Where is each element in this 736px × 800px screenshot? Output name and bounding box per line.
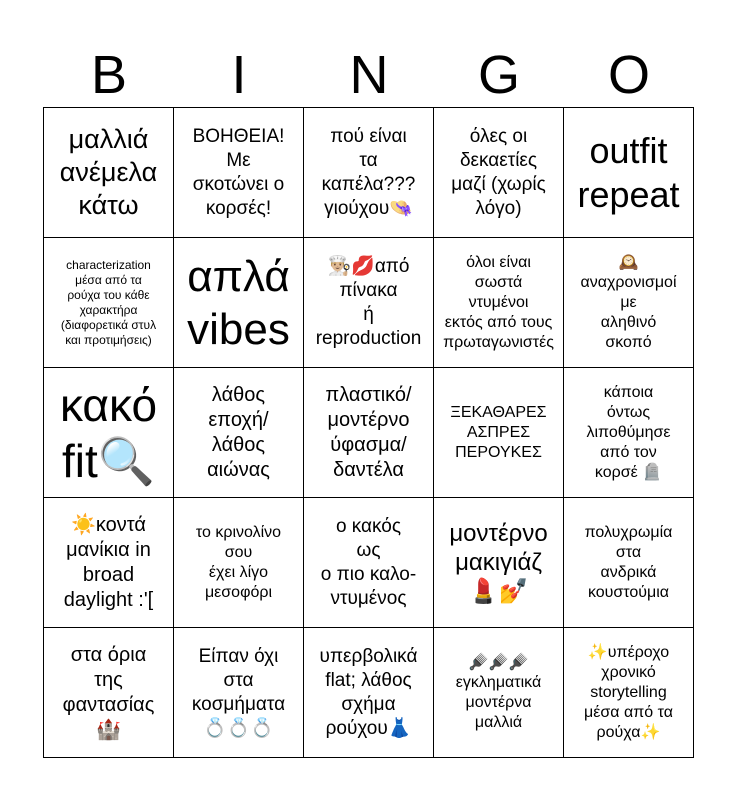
cell-text: ΞΕΚΑΘΑΡΕΣ ΑΣΠΡΕΣ ΠΕΡΟΥΚΕΣ: [450, 403, 547, 461]
header-letter-i: I: [231, 45, 247, 105]
cell-text: το κρινολίνο σου έχει λίγο μεσοφόρι: [195, 523, 282, 601]
bingo-cell[interactable]: [174, 368, 304, 498]
cell-text: απλά vibes: [187, 251, 290, 354]
bingo-cell[interactable]: [44, 498, 174, 628]
bingo-cell[interactable]: [434, 628, 564, 758]
header-letter-n: N: [349, 45, 389, 105]
bingo-header: [44, 44, 694, 106]
bingo-cell[interactable]: [174, 628, 304, 758]
bingo-cell[interactable]: [304, 498, 434, 628]
header-letter-b: B: [90, 45, 128, 105]
cell-text: κακό fit🔍: [59, 378, 158, 487]
bingo-cell[interactable]: [564, 368, 694, 498]
bingo-cell[interactable]: [44, 238, 174, 368]
cell-text: ΒΟΗΘΕΙΑ! Με σκοτώνει ο κορσές!: [192, 125, 285, 219]
cell-text: 🕰️ αναχρονισμοί με αληθινό σκοπό: [580, 253, 677, 351]
cell-text: μοντέρνο μακιγιάζ 💄💅: [449, 520, 548, 605]
cell-text: 👨🏼‍🍳💋από πίνακα ή reproduction: [315, 255, 422, 349]
cell-text: characterization μέσα από τα ρούχα του κάθε χαρακτήρα (διαφορετικά στυλ και προτιμήσεις): [60, 257, 157, 347]
cell-text: πλαστικό/ μοντέρνο ύφασμα/ δαντέλα: [325, 383, 412, 481]
bingo-cell[interactable]: [174, 238, 304, 368]
bingo-cell[interactable]: [434, 498, 564, 628]
cell-text: outfit repeat: [577, 129, 680, 215]
bingo-cell[interactable]: [44, 628, 174, 758]
bingo-cell[interactable]: [304, 108, 434, 238]
bingo-cell[interactable]: [434, 368, 564, 498]
bingo-cell[interactable]: [564, 628, 694, 758]
cell-text: Είπαν όχι στα κοσμήματα 💍💍💍: [191, 645, 286, 739]
header-letter-g: G: [477, 45, 520, 105]
bingo-cell[interactable]: [304, 368, 434, 498]
bingo-board: [43, 107, 694, 758]
bingo-cell[interactable]: [44, 108, 174, 238]
bingo-cell[interactable]: [564, 498, 694, 628]
bingo-cell[interactable]: [174, 108, 304, 238]
cell-text: πού είναι τα καπέλα??? γιούχου👒: [321, 125, 416, 219]
cell-text: κάποια όντως λιποθύμησε από τον κορσέ 🪦: [586, 383, 671, 481]
bingo-cell[interactable]: [304, 628, 434, 758]
cell-text: λάθος εποχή/ λάθος αιώνας: [207, 383, 270, 481]
cell-text: μαλλιά ανέμελα κάτω: [59, 124, 158, 220]
cell-text: όλες οι δεκαετίες μαζί (χωρίς λόγο): [451, 125, 546, 219]
cell-text: υπερβολικά flat; λάθος σχήμα ρούχου👗: [319, 645, 418, 739]
bingo-cell[interactable]: [564, 238, 694, 368]
bingo-cell[interactable]: [434, 238, 564, 368]
cell-text: στα όρια της φαντασίας 🏰: [62, 643, 155, 741]
bingo-cell[interactable]: [564, 108, 694, 238]
bingo-cell[interactable]: [174, 498, 304, 628]
cell-text: πολυχρωμία στα ανδρικά κουστούμια: [584, 523, 673, 601]
bingo-cell[interactable]: [434, 108, 564, 238]
cell-text: ☀️κοντά μανίκια in broad daylight :'[: [63, 513, 154, 611]
bingo-cell[interactable]: [44, 368, 174, 498]
header-letter-o: O: [607, 45, 650, 105]
cell-text: ✨υπέροχο χρονικό storytelling μέσα από τα ρούχα✨: [584, 643, 673, 741]
cell-text: 🪮🪮🪮 εγκληματικά μοντέρνα μαλλιά: [455, 653, 542, 731]
bingo-cell[interactable]: [304, 238, 434, 368]
cell-text: όλοι είναι σωστά ντυμένοι εκτός από τους πρωταγωνιστές: [443, 253, 554, 351]
cell-text: ο κακός ως ο πιο καλο- ντυμένος: [320, 515, 417, 609]
